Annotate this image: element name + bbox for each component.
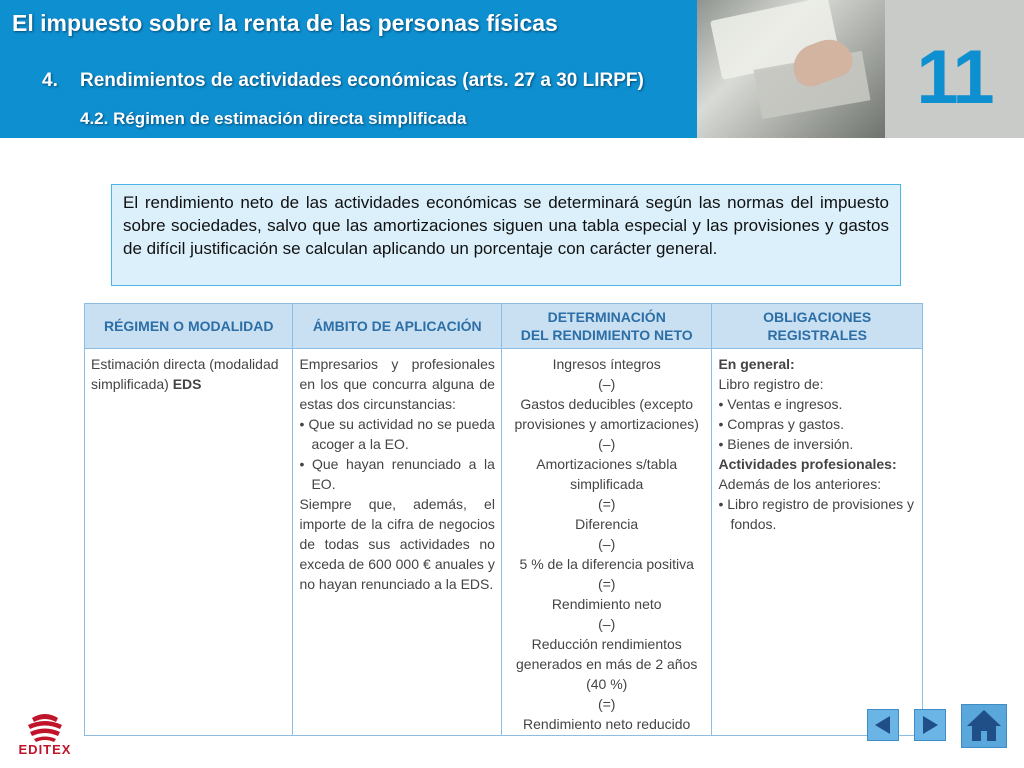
- obligaciones-ademas: Además de los anteriores:: [718, 476, 882, 492]
- ambito-outro: Siempre que, además, el importe de la cifra de negocios de todas sus actividades no exceda de 600 000 € anuales y no hayan renunciado a la EDS.: [299, 496, 495, 592]
- cell-ambito: [293, 349, 501, 736]
- info-box: [111, 184, 901, 286]
- editex-logo-text: EDITEX: [18, 742, 72, 757]
- calc-operator: (–): [598, 616, 616, 632]
- regimen-text: Estimación directa (modalidad simplificada): [91, 356, 279, 392]
- ambito-intro: Empresarios y profesionales en los que concurra alguna de estas dos circunstancias:: [299, 356, 495, 412]
- ambito-bullet-2-text: Que hayan renunciado a la EO.: [311, 456, 495, 492]
- calc-operator: (=): [597, 576, 616, 592]
- editex-logo-mark: [10, 712, 80, 744]
- table-header-row: [85, 304, 923, 349]
- home-button[interactable]: [961, 704, 1007, 748]
- table-row: [85, 349, 923, 736]
- header-obligaciones: [712, 304, 923, 349]
- header-ambito: ÁMBITO DE APLICACIÓN: [293, 304, 501, 349]
- section-title: Rendimientos de actividades económicas (arts. 27 a 30 LIRPF): [80, 70, 644, 91]
- arrow-left-icon: [868, 710, 898, 740]
- header-obligaciones-line1: OBLIGACIONES: [763, 309, 872, 325]
- next-button[interactable]: [914, 709, 946, 741]
- obligaciones-bullet-3: • Bienes de inversión.: [718, 436, 854, 452]
- subsection-heading: 4.2. Régimen de estimación directa simplificada: [80, 109, 467, 128]
- ambito-bullet-2: • Que hayan renunciado a la EO.: [299, 456, 495, 492]
- cell-regimen: [85, 349, 293, 736]
- obligaciones-bullet-1-text: Ventas e ingresos.: [727, 396, 843, 412]
- page-title: El impuesto sobre la renta de las personas físicas: [12, 10, 558, 36]
- regime-table: [84, 303, 923, 736]
- regimen-abbr: EDS: [172, 376, 202, 392]
- home-icon: [962, 705, 1006, 747]
- calc-line: Rendimiento neto reducido: [523, 716, 691, 732]
- ambito-bullet-1: • Que su actividad no se pueda acoger a la EO.: [299, 416, 495, 452]
- ambito-bullet-1-text: Que su actividad no se pueda acoger a la EO.: [308, 416, 495, 452]
- calc-line: Amortizaciones s/tabla simplificada: [536, 456, 678, 492]
- obligaciones-libro: Libro registro de:: [718, 376, 824, 392]
- calc-line: Rendimiento neto: [551, 596, 662, 612]
- obligaciones-general-title: En general:: [718, 356, 795, 372]
- header-determinacion-line1: DETERMINACIÓN: [547, 309, 666, 325]
- obligaciones-bullet-2-text: Compras y gastos.: [727, 416, 844, 432]
- obligaciones-bullet-4: • Libro registro de provisiones y fondos.: [718, 496, 915, 532]
- calc-operator: (–): [598, 536, 616, 552]
- calc-operator: (–): [598, 436, 616, 452]
- editex-logo: [10, 712, 80, 762]
- section-number: 4.: [42, 70, 58, 91]
- calc-operator: (=): [597, 696, 616, 712]
- calc-line: Ingresos íntegros: [552, 356, 661, 372]
- calc-operator: (=): [597, 496, 616, 512]
- header-regimen: RÉGIMEN O MODALIDAD: [85, 304, 293, 349]
- obligaciones-bullet-2: • Compras y gastos.: [718, 416, 844, 432]
- previous-button[interactable]: [867, 709, 899, 741]
- obligaciones-bullet-3-text: Bienes de inversión.: [727, 436, 854, 452]
- section-heading: [42, 70, 644, 92]
- cell-determinacion: [501, 349, 712, 736]
- calc-line: 5 % de la diferencia positiva: [519, 556, 694, 572]
- arrow-right-icon: [915, 710, 945, 740]
- chapter-number: 11: [916, 35, 993, 120]
- chapter-box: [885, 0, 1024, 138]
- cell-obligaciones: [712, 349, 923, 736]
- header-obligaciones-line2: REGISTRALES: [767, 327, 868, 343]
- info-text: El rendimiento neto de las actividades económicas se determinará según las normas del impuesto sobre sociedades, salvo que las amortizaciones siguen una tabla especial y las provisiones y gastos de difícil justificación se calculan aplicando un porcentaje con carácter general.: [123, 193, 889, 258]
- obligaciones-bullet-4-text: Libro registro de provisiones y fondos.: [727, 496, 915, 532]
- calc-line: Diferencia: [575, 516, 639, 532]
- obligaciones-bullet-1: • Ventas e ingresos.: [718, 396, 843, 412]
- obligaciones-prof-title: Actividades profesionales:: [718, 456, 897, 472]
- header-determinacion-line2: DEL RENDIMIENTO NETO: [520, 327, 693, 343]
- calc-operator: (–): [598, 376, 616, 392]
- header-determinacion: [501, 304, 712, 349]
- header-photo: [697, 0, 885, 138]
- calc-line: Gastos deducibles (excepto provisiones y amortizaciones): [514, 396, 699, 432]
- calc-line: Reducción rendimientos generados en más de 2 años (40 %): [516, 636, 698, 692]
